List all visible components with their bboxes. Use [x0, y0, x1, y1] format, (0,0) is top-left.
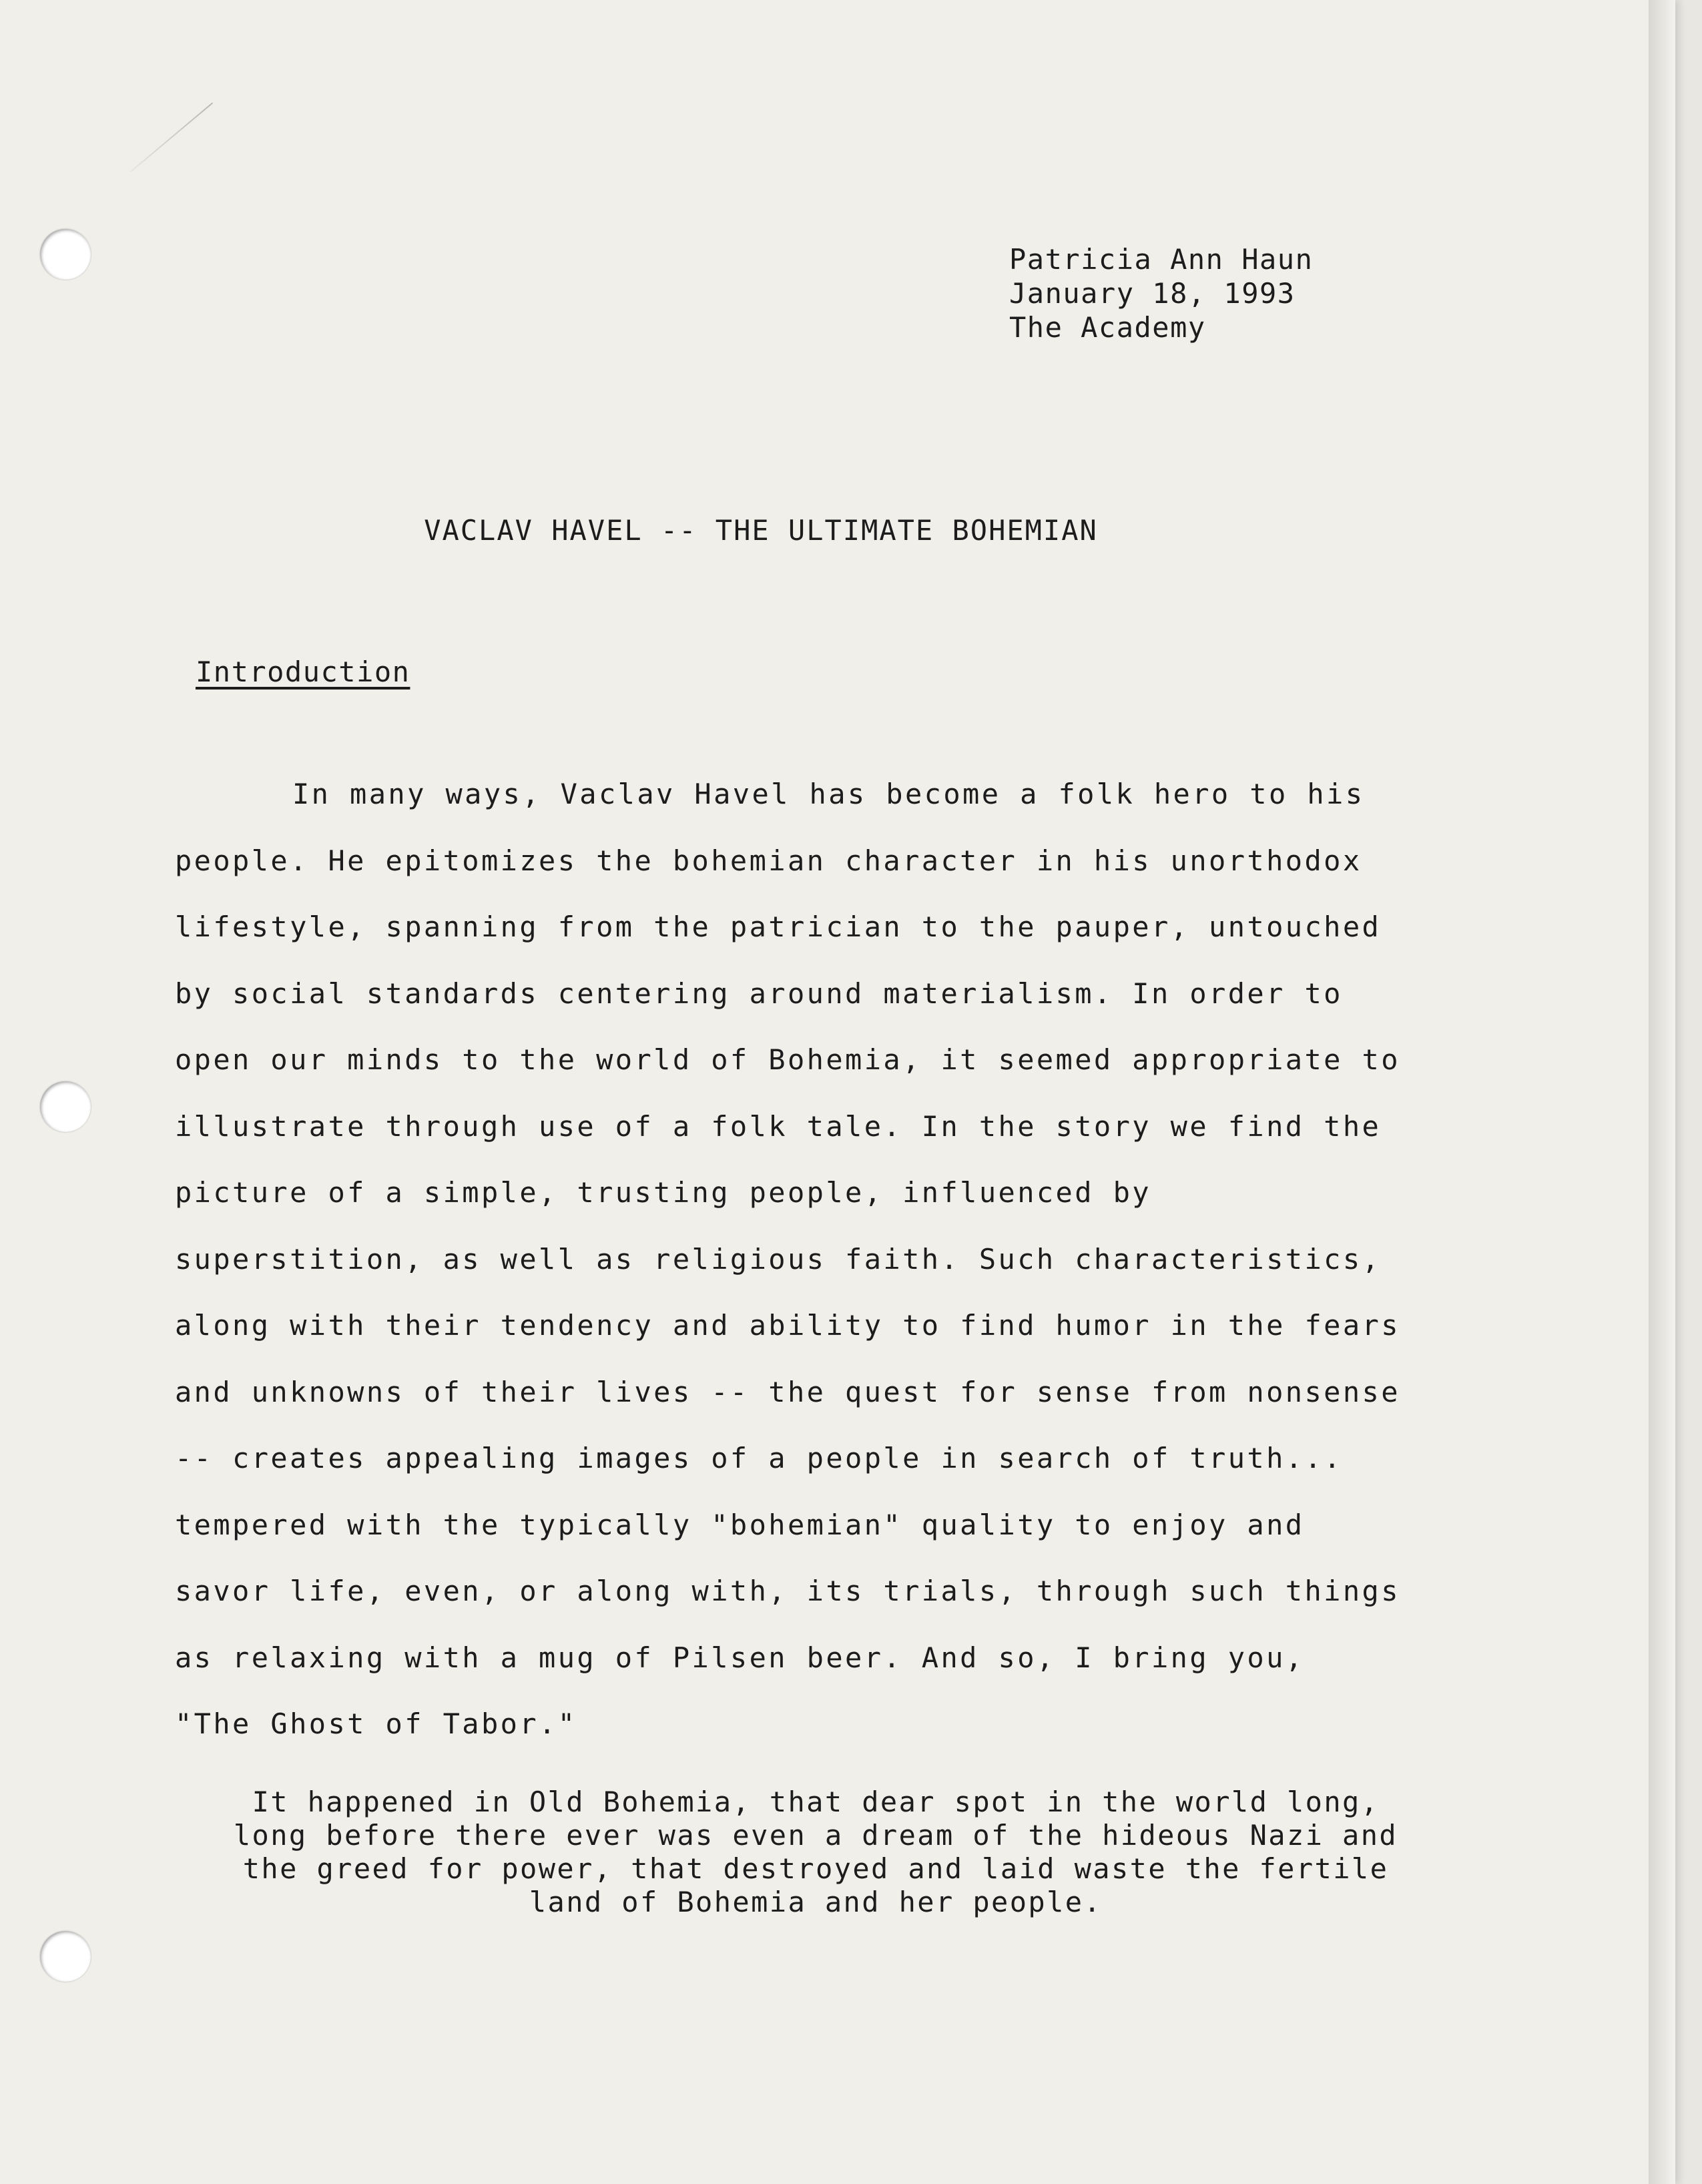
body-line: superstition, as well as religious faith. Such characteristics, — [175, 1242, 1382, 1276]
body-line: by social standards centering around materialism. In order to — [175, 977, 1343, 1010]
section-heading: Introduction — [196, 655, 410, 688]
punch-hole-icon — [40, 1081, 91, 1132]
punch-hole-icon — [40, 1931, 91, 1982]
body-line: picture of a simple, trusting people, influenced by — [175, 1176, 1151, 1209]
document-title: VACLAV HAVEL -- THE ULTIMATE BOHEMIAN — [424, 514, 1098, 547]
excerpt-line: It happened in Old Bohemia, that dear spot in the world long, — [252, 1786, 1380, 1818]
body-line: -- creates appealing images of a people in search of truth... — [175, 1442, 1343, 1474]
body-text — [175, 778, 1523, 1774]
body-line: open our minds to the world of Bohemia, it seemed appropriate to — [175, 1043, 1400, 1076]
page-edge-shadow — [1649, 0, 1675, 2184]
paper-crease-mark — [130, 102, 213, 172]
document-date: January 18, 1993 — [1009, 277, 1296, 310]
body-line: people. He epitomizes the bohemian character in his unorthodox — [175, 844, 1362, 877]
punch-hole-icon — [40, 229, 91, 280]
body-line: savor life, even, or along with, its trials, through such things — [175, 1575, 1400, 1607]
author-header-block — [1009, 242, 1313, 344]
body-line: as relaxing with a mug of Pilsen beer. And so, I bring you, — [175, 1641, 1305, 1674]
body-line: and unknowns of their lives -- the quest for sense from nonsense — [175, 1375, 1400, 1408]
author-name: Patricia Ann Haun — [1009, 243, 1314, 276]
excerpt-line: long before there ever was even a dream of the hideous Nazi and — [233, 1819, 1398, 1852]
body-line: In many ways, Vaclav Havel has become a folk hero to his — [292, 778, 1365, 810]
story-excerpt — [175, 1786, 1456, 1919]
body-line: illustrate through use of a folk tale. In the story we find the — [175, 1109, 1382, 1143]
institution-name: The Academy — [1009, 311, 1206, 344]
excerpt-line: land of Bohemia and her people. — [529, 1886, 1103, 1918]
body-line: along with their tendency and ability to find humor in the fears — [175, 1309, 1400, 1342]
body-line: tempered with the typically "bohemian" quality to enjoy and — [175, 1508, 1305, 1541]
excerpt-line: the greed for power, that destroyed and laid waste the fertile — [242, 1852, 1389, 1885]
body-line: lifestyle, spanning from the patrician to the pauper, untouched — [175, 910, 1382, 943]
body-line: "The Ghost of Tabor." — [175, 1707, 577, 1740]
